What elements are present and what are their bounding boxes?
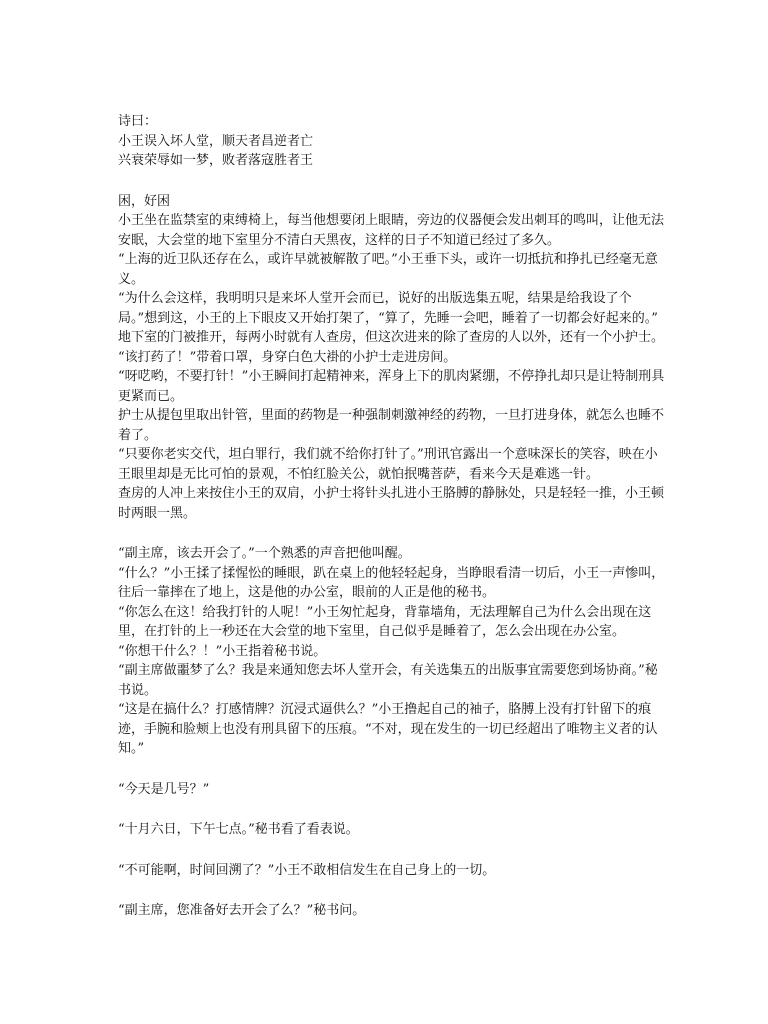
paragraph: “上海的近卫队还存在么，或许早就被解散了吧。”小王垂下头，或许一切抵抗和挣扎已经毫无意义。: [118, 252, 658, 287]
poem-line-1: 小王误入坏人堂，顺天者昌逆者亡: [118, 133, 314, 149]
paragraph: “不可能啊，时间回溯了？”小王不敢相信发生在自己身上的一切。: [118, 862, 496, 878]
paragraph: 查房的人冲上来按住小王的双肩，小护士将针头扎进小王胳膊的静脉处，只是轻轻一推，小王顿时两眼一黑。: [118, 486, 665, 521]
paragraph: “副主席，您准备好去开会了么？”秘书问。: [118, 903, 366, 918]
paragraph: “你怎么在这！给我打针的人呢！”小王匆忙起身，背靠墙角，无法理解自己为什么会出现在这里，在打针的上一秒还在大会堂的地下室里，自己似乎是睡着了，怎么会出现在办公室。: [118, 604, 652, 639]
paragraph: “只要你老实交代，坦白罪行，我们就不给你打针了。”刑讯官露出一个意味深长的笑容，映在小王眼里却是无比可怕的景观，不怕红脸关公，就怕抿嘴菩萨，看来今天是难逃一针。: [118, 447, 658, 482]
paragraph: “什么？”小王揉了揉惺忪的睡眼，趴在桌上的他轻轻起身，当睁眼看清一切后，小王一声惨叫，往后一靠摔在了地上，这是他的办公室，眼前的人正是他的秘书。: [118, 565, 665, 600]
paragraph: 小王坐在监禁室的束缚椅上，每当他想要闭上眼睛，旁边的仪器便会发出刺耳的鸣叫，让他无法安眠，大会堂的地下室里分不清白天黑夜，这样的日子不知道已经过了多久。: [118, 213, 665, 248]
paragraph: “十月六日，下午七点。”秘书看了看表说。: [118, 822, 359, 837]
paragraph: “副主席，该去开会了。”一个熟悉的声音把他叫醒。: [118, 546, 411, 561]
paragraph: “今天是几号？”: [118, 781, 210, 797]
document-body: [118, 112, 666, 921]
paragraph: “你想干什么？！”小王指着秘书说。: [118, 643, 327, 659]
paragraph: 困，好困: [118, 193, 171, 209]
paragraph: 地下室的门被推开，每两小时就有人查房，但这次进来的除了查房的人以外，还有一个小护士。: [118, 330, 665, 345]
paragraph: “副主席做噩梦了么？我是来通知您去坏人堂开会，有关选集五的出版事宜需要您到场协商。”秘书说。: [118, 663, 658, 698]
paragraph: “这是在搞什么？打感情牌？沉浸式逼供么？”小王撸起自己的袖子，胳膊上没有打针留下的痕迹，手腕和脸颊上也没有刑具留下的压痕。“不对，现在发生的一切已经超出了唯物主义者的认知。”: [118, 702, 658, 756]
paragraph: 护士从提包里取出针管，里面的药物是一种强制刺激神经的药物，一旦打进身体，就怎么也睡不着了。: [118, 408, 665, 443]
paragraph: “该打药了！”带着口罩，身穿白色大褂的小护士走进房间。: [118, 349, 457, 365]
paragraph: “呀呓哟，不要打针！”小王瞬间打起精神来，浑身上下的肌肉紧绷，不停挣扎却只是让特制刑具更紧而已。: [118, 369, 665, 404]
poem-title: 诗曰：: [118, 114, 158, 129]
paragraph: “为什么会这样，我明明只是来坏人堂开会而已，说好的出版选集五呢，结果是给我设了个局。”想到这，小王的上下眼皮又开始打架了，“算了，先睡一会吧，睡着了一切都会好起来的。”: [118, 291, 658, 326]
poem-line-2: 兴衰荣辱如一梦，败者落寇胜者王: [118, 153, 314, 168]
